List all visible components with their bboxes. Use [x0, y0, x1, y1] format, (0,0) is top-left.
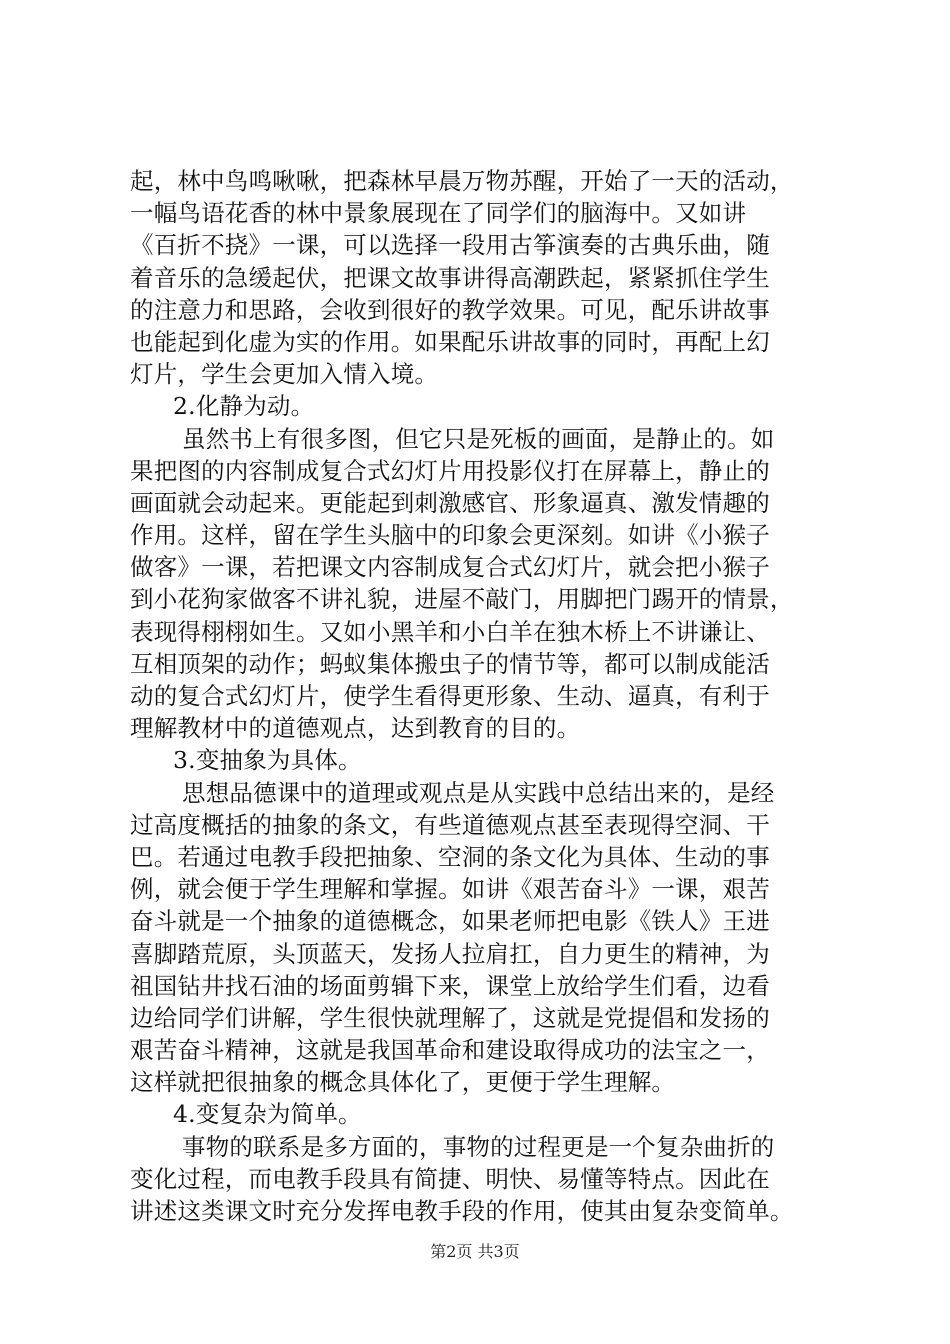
text-line: 互相顶架的动作；蚂蚁集体搬虫子的情节等，都可以制成能活: [130, 649, 770, 678]
text-line: 的注意力和思路，会收到很好的教学效果。可见，配乐讲故事: [130, 295, 770, 324]
text-line: 喜脚踏荒原，头顶蓝天，发扬人拉肩扛，自力更生的精神，为: [130, 939, 770, 968]
section-heading-3: 3.变抽象为具体。: [173, 746, 362, 775]
text-line: 着音乐的急缓起伏，把课文故事讲得高潮跌起，紧紧抓住学生: [130, 263, 770, 292]
text-line: 起，林中鸟鸣啾啾，把森林早晨万物苏醒，开始了一天的活动，: [130, 167, 794, 195]
text-line: 一幅鸟语花香的林中景象展现在了同学们的脑海中。又如讲: [130, 199, 747, 228]
section-heading-2: 2.化静为动。: [173, 392, 315, 421]
text-line: 事物的联系是多方面的，事物的过程更是一个复杂曲折的: [182, 1132, 775, 1161]
text-line: 《百折不挠》一课，可以选择一段用古筝演奏的古典乐曲，随: [130, 231, 770, 260]
text-line: 作用。这样，留在学生头脑中的印象会更深刻。如讲《小猴子: [130, 521, 770, 550]
text-line: 思想品德课中的道理或观点是从实践中总结出来的，是经: [182, 778, 775, 807]
text-line: 艰苦奋斗精神，这就是我国革命和建设取得成功的法宝之一，: [130, 1036, 770, 1065]
text-line: 这样就把很抽象的概念具体化了，更便于学生理解。: [130, 1068, 676, 1097]
text-line: 理解教材中的道德观点，达到教育的目的。: [130, 714, 581, 743]
text-line: 也能起到化虚为实的作用。如果配乐讲故事的同时，再配上幻: [130, 327, 770, 356]
text-line: 做客》一课，若把课文内容制成复合式幻灯片，就会把小猴子: [130, 553, 770, 582]
text-line: 虽然书上有很多图，但它只是死板的画面，是静止的。如: [182, 424, 775, 453]
text-line: 到小花狗家做客不讲礼貌，进屋不敲门，用脚把门踢开的情景，: [130, 585, 794, 614]
text-line: 灯片，学生会更加入情入境。: [130, 360, 439, 389]
text-line: 过高度概括的抽象的条文，有些道德观点甚至表现得空洞、干: [130, 810, 770, 839]
text-line: 画面就会动起来。更能起到刺激感官、形象逼真、激发情趣的: [130, 488, 770, 517]
text-line: 动的复合式幻灯片，使学生看得更形象、生动、逼真，有利于: [130, 682, 770, 710]
text-line: 奋斗就是一个抽象的道德概念，如果老师把电影《铁人》王进: [130, 907, 770, 936]
text-line: 变化过程，而电教手段具有简捷、明快、易懂等特点。因此在: [130, 1164, 770, 1193]
text-line: 表现得栩栩如生。又如小黑羊和小白羊在独木桥上不讲谦让、: [130, 617, 770, 646]
page-footer: 第2页 共3页: [430, 1242, 520, 1261]
section-heading-4: 4.变复杂为简单。: [173, 1100, 362, 1129]
text-line: 祖国钻井找石油的场面剪辑下来，课堂上放给学生们看，边看: [130, 971, 770, 1000]
text-line: 果把图的内容制成复合式幻灯片用投影仪打在屏幕上，静止的: [130, 456, 770, 485]
text-line: 边给同学们讲解，学生很快就理解了，这就是党提倡和发扬的: [130, 1003, 770, 1032]
text-line: 巴。若通过电教手段把抽象、空洞的条文化为具体、生动的事: [130, 842, 770, 871]
text-line: 例，就会便于学生理解和掌握。如讲《艰苦奋斗》一课，艰苦: [130, 875, 770, 904]
body-text: [130, 165, 835, 1227]
text-line: 讲述这类课文时充分发挥电教手段的作用，使其由复杂变简单。: [130, 1197, 794, 1225]
